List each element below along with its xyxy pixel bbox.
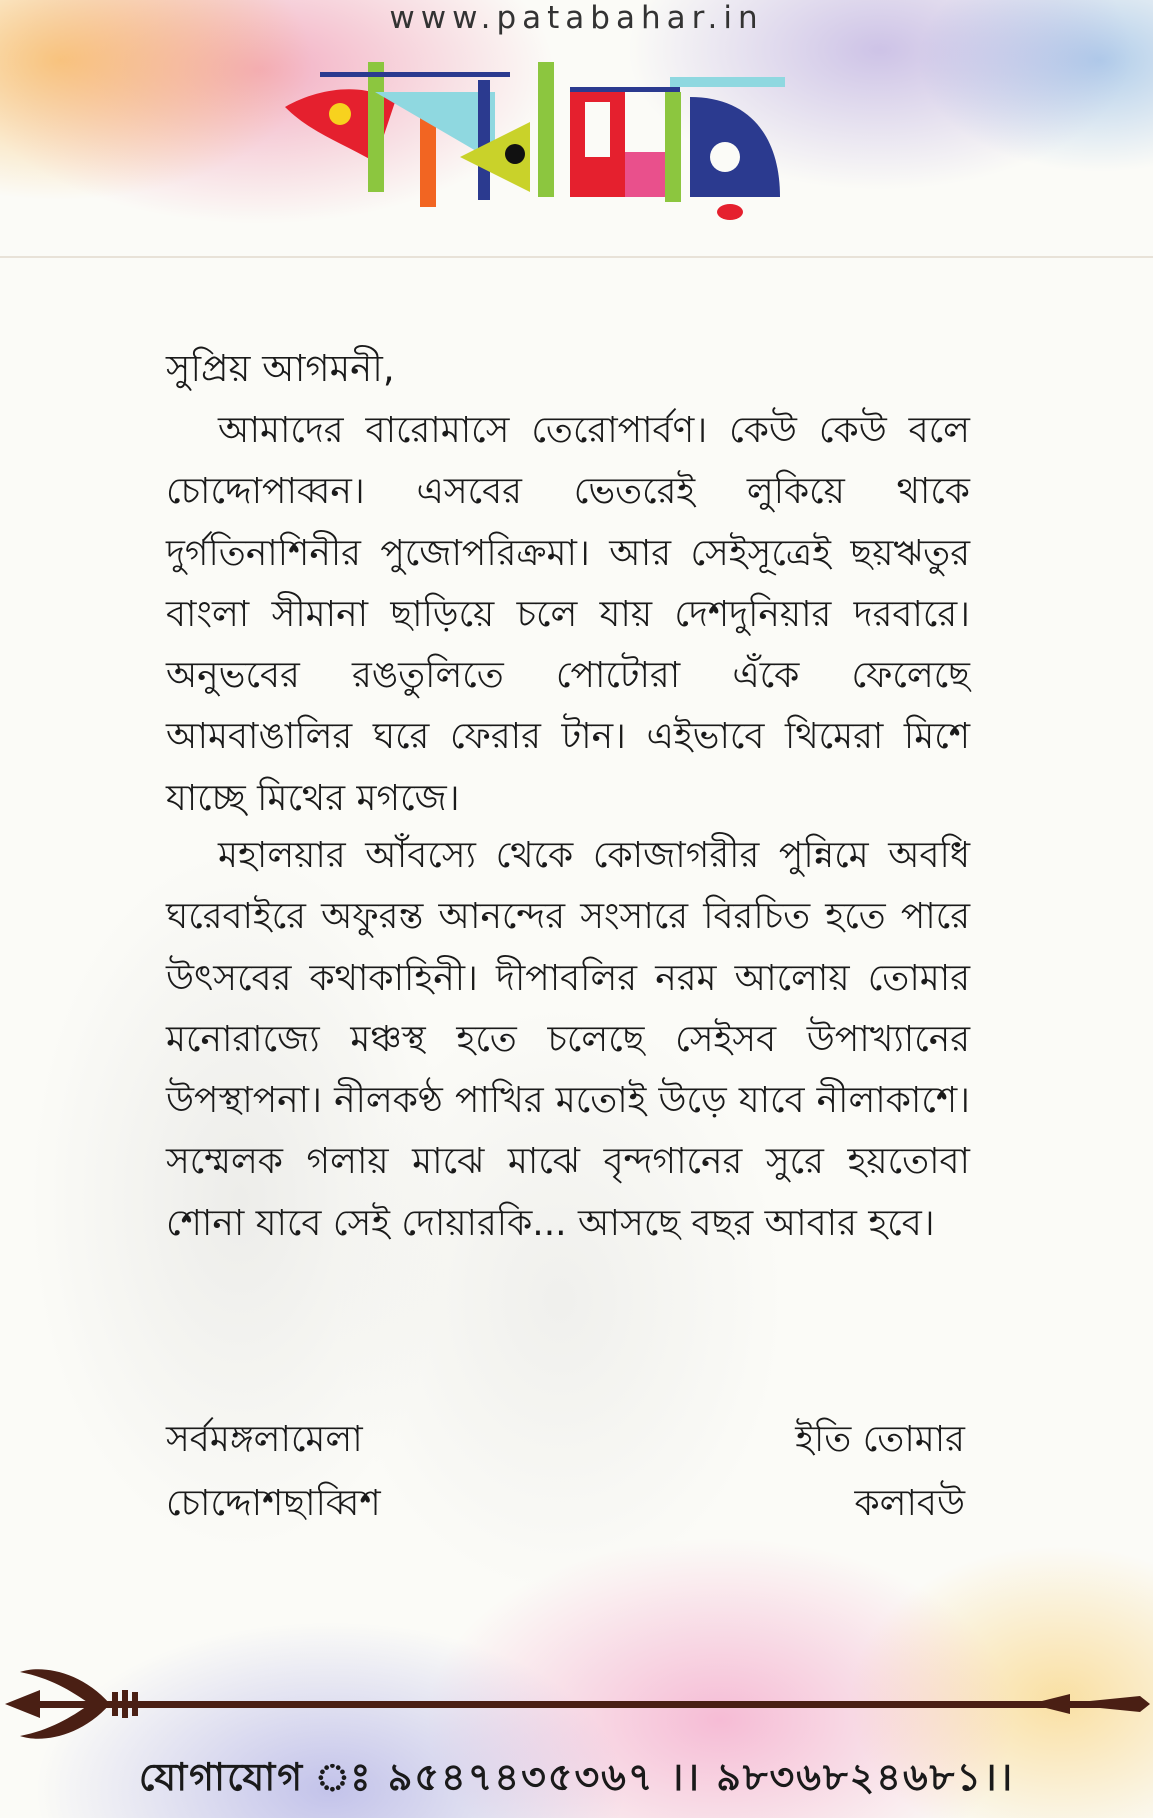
letter-paragraph-2: মহালয়ার আঁবস্যে থেকে কোজাগরীর পুন্নিমে অবধি ঘরেবাইরে অফুরন্ত আনন্দের সংসারে বিরচিত হতে পারে উৎসবের কথাকাহিনী। দীপাবলির নরম আলোয় তোমার মনোরাজ্যে মঞ্চস্থ হতে চলেছে সেইসব উপাখ্যানের উপস্থাপনা। নীলকণ্ঠ পাখির মতোই উড়ে যাবে নীলাকাশে। সম্মেলক গলায় মাঝে মাঝে বৃন্দগানের সুরে হয়তোবা শোনা যাবে সেই দোয়ারকি... আসছে বছর আবার হবে। [166, 835, 970, 1244]
signature-left-line-1: সর্বমঙ্গলামেলা [166, 1419, 363, 1460]
trident-icon [0, 1660, 1153, 1750]
contact-numbers[interactable]: যোগাযোগ ঃ ৯৫৪৭৪৩৫৩৬৭ ।। ৯৮৩৬৮২৪৬৮১।। [138, 1755, 1015, 1799]
salutation: সুপ্রিয় আগমনী, [166, 347, 395, 390]
website-url[interactable]: www.patabahar.in [389, 0, 764, 36]
signature-right [795, 1408, 965, 1536]
signature-right-line-1: ইতি তোমার [795, 1419, 965, 1460]
letter-paragraph-1: আমাদের বারোমাসে তেরোপার্বণ। কেউ কেউ বলে চোদ্দোপাব্বন। এসবের ভেতরেই লুকিয়ে থাকে দুর্গতিনাশিনীর পুজোপরিক্রমা। আর সেইসূত্রেই ছয়ঋতুর বাংলা সীমানা ছাড়িয়ে চলে যায় দেশদুনিয়ার দরবারে। অনুভবের রঙতুলিতে পোটোরা এঁকে ফেলেছে আমবাঙালির ঘরে ফেরার টান। এইভাবে থিমেরা মিশে যাচ্ছে মিথের মগজে। [166, 410, 970, 819]
signature-left-line-2: চোদ্দোশছাব্বিশ [166, 1483, 381, 1524]
signature-left [166, 1408, 381, 1536]
patabahar-logo [280, 62, 860, 242]
signature-right-line-2: কলাবউ [854, 1483, 965, 1524]
header-divider [0, 256, 1153, 258]
